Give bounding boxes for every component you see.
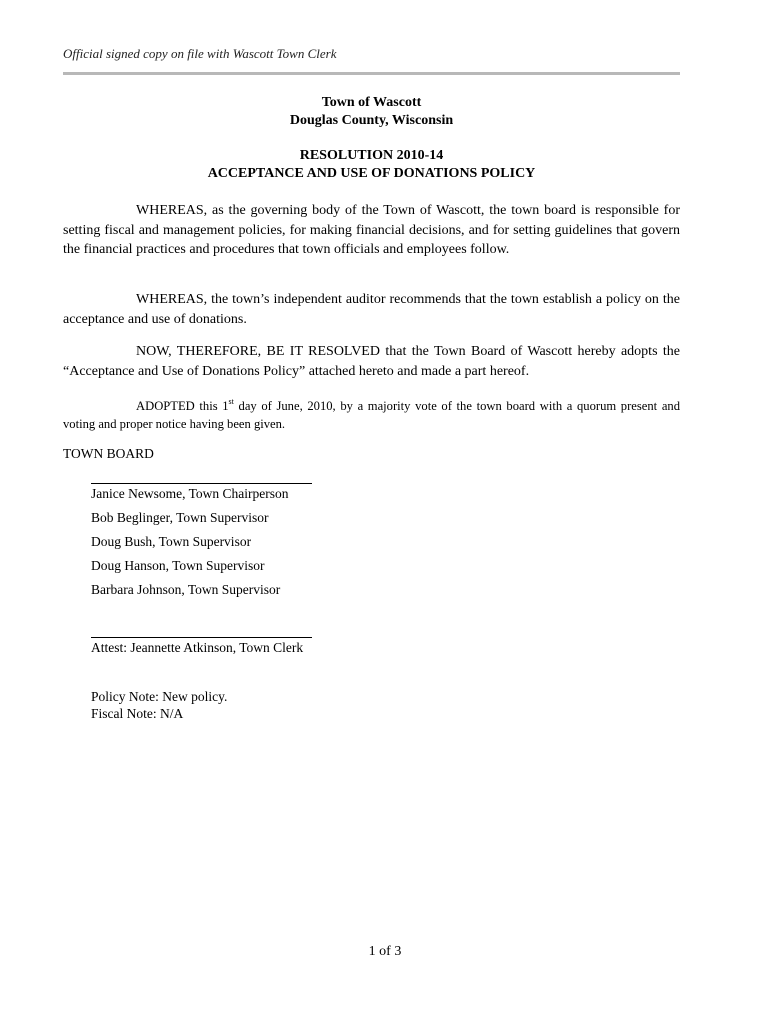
board-member: Barbara Johnson, Town Supervisor: [91, 582, 281, 597]
title-town-block: [63, 94, 680, 130]
chair-signature-line: [91, 483, 312, 484]
adopted-text-end: day of June, 2010, by a majority vote of the town board with a quorum present and voting and proper notice having been given.: [63, 399, 680, 431]
whereas-paragraph-1: WHEREAS, as the governing body of the Town of Wascott, the town board is responsible for setting fiscal and management policies, for making financial decisions, and for setting guidelines that govern the financial practices and procedures that town officials and employees follow.: [63, 203, 680, 257]
attest-label: Attest: Jeannette Atkinson, Town Clerk: [91, 640, 304, 655]
board-member: Doug Bush, Town Supervisor: [91, 534, 252, 549]
policy-note: Policy Note: New policy.: [91, 689, 228, 704]
page-number: 1 of 3: [368, 944, 402, 959]
resolution-number: RESOLUTION 2010-14: [299, 148, 444, 163]
adopted-ordinal-suffix: st: [228, 397, 234, 406]
policy-title: ACCEPTANCE AND USE OF DONATIONS POLICY: [207, 166, 536, 181]
header-rule: [63, 72, 680, 75]
town-board-heading: TOWN BOARD: [63, 446, 154, 461]
board-member: Bob Beglinger, Town Supervisor: [91, 510, 269, 525]
title-resolution-block: [63, 147, 680, 183]
fiscal-note: Fiscal Note: N/A: [91, 706, 184, 721]
county-name: Douglas County, Wisconsin: [289, 113, 454, 128]
adopted-text-start: ADOPTED this 1: [136, 399, 229, 413]
adopted-paragraph: [63, 397, 680, 433]
clerk-signature-line: [91, 637, 312, 638]
whereas-paragraph-2: WHEREAS, the town’s independent auditor recommends that the town establish a policy on the acceptance and use of donations.: [63, 292, 680, 327]
town-name: Town of Wascott: [321, 95, 422, 110]
board-chair: Janice Newsome, Town Chairperson: [91, 486, 289, 501]
resolved-paragraph: NOW, THEREFORE, BE IT RESOLVED that the Town Board of Wascott hereby adopts the “Acceptance and Use of Donations Policy” attached hereto and made a part hereof.: [63, 344, 680, 379]
header-note: Official signed copy on file with Wascott Town Clerk: [63, 46, 337, 61]
board-member: Doug Hanson, Town Supervisor: [91, 558, 265, 573]
